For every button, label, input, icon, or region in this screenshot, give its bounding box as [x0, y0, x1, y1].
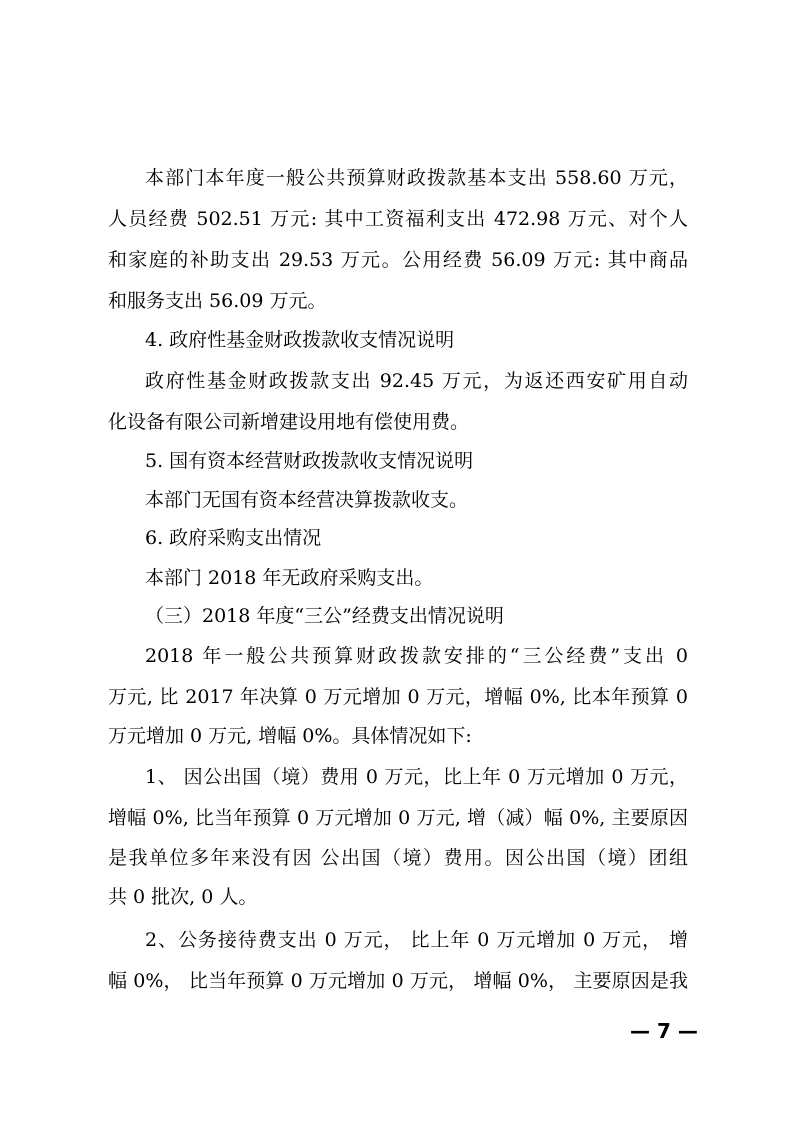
text-line: 万元, 比 2017 年决算 0 万元增加 0 万元，增幅 0%, 比本年预算 0	[108, 686, 688, 708]
text-line: 本部门无国有资本经营决算拨款收支。	[145, 489, 469, 511]
section-heading: 4. 政府性基金财政拨款收支情况说明	[145, 329, 455, 351]
section-heading: 5. 国有资本经营财政拨款收支情况说明	[145, 450, 474, 472]
text-line: 和家庭的补助支出 29.53 万元。公用经费 56.09 万元: 其中商品	[108, 249, 688, 271]
text-line: 2、公务接待费支出 0 万元， 比上年 0 万元增加 0 万元， 增	[145, 929, 688, 951]
text-line: 本部门 2018 年无政府采购支出。	[145, 567, 434, 589]
text-line: 1、 因公出国（境）费用 0 万元，比上年 0 万元增加 0 万元，	[145, 766, 688, 788]
page-number: — 7 —	[630, 1019, 698, 1043]
text-line: 本部门本年度一般公共预算财政拨款基本支出 558.60 万元，	[145, 167, 688, 189]
text-line: 和服务支出 56.09 万元。	[108, 290, 327, 312]
text-line: 是我单位多年来没有因 公出国（境）费用。因公出国（境）团组	[108, 847, 688, 869]
text-line: 增幅 0%, 比当年预算 0 万元增加 0 万元, 增（减）幅 0%, 主要原因	[108, 807, 688, 829]
section-heading: 6. 政府采购支出情况	[145, 527, 322, 549]
text-line: 2018 年一般公共预算财政拨款安排的“三公经费”支出 0	[145, 645, 688, 667]
text-line: 万元增加 0 万元, 增幅 0%。具体情况如下:	[108, 725, 472, 747]
text-line: 幅 0%， 比当年预算 0 万元增加 0 万元， 增幅 0%， 主要原因是我	[108, 970, 688, 992]
text-line: 人员经费 502.51 万元: 其中工资福利支出 472.98 万元、对个人	[108, 208, 688, 230]
section-heading: （三）2018 年度“三公”经费支出情况说明	[145, 605, 504, 627]
text-line: 政府性基金财政拨款支出 92.45 万元，为返还西安矿用自动	[145, 370, 688, 392]
text-line: 共 0 批次, 0 人。	[108, 886, 258, 908]
text-line: 化设备有限公司新增建设用地有偿使用费。	[108, 411, 470, 433]
